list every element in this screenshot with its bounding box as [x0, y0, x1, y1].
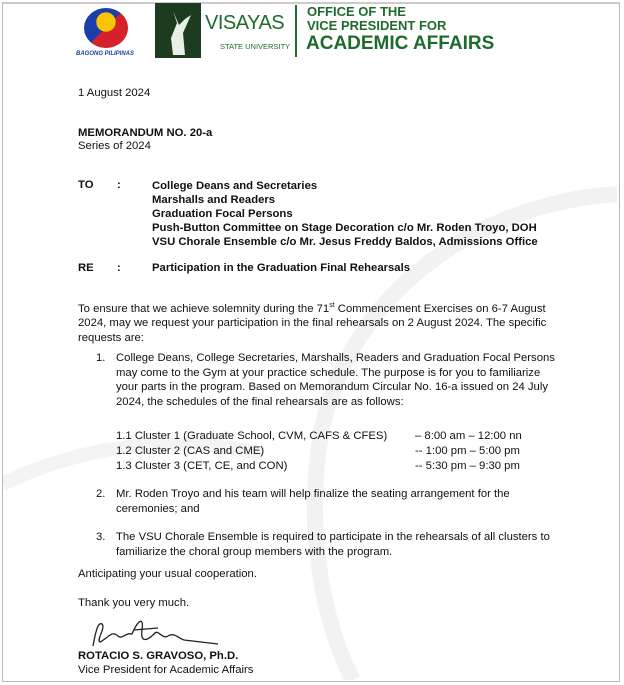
request-item-3: 3. The VSU Chorale Ensemble is required to participate in the rehearsals of all clusters to familiarize the choral group members with the program.	[96, 531, 550, 558]
item-number: 1.	[96, 352, 106, 364]
request-item-2: 2. Mr. Roden Troyo and his team will help finalize the seating arrangement for the ceremonies; and	[96, 488, 510, 515]
to-label: TO	[78, 179, 94, 191]
recipient: Graduation Focal Persons	[152, 208, 293, 220]
schedule-time: – 8:00 am – 12:00 nn	[415, 430, 522, 442]
schedule-cluster: 1.2 Cluster 2 (CAS and CME)	[116, 445, 265, 457]
schedule-cluster: 1.1 Cluster 1 (Graduate School, CVM, CAFS & CFES)	[116, 430, 388, 442]
intro-line: requests are:	[78, 331, 144, 344]
signature	[88, 610, 228, 650]
to-colon: :	[117, 179, 121, 191]
closing-line: Anticipating your usual cooperation.	[78, 568, 257, 580]
schedule-time: -- 1:00 pm – 5:00 pm	[415, 445, 520, 457]
recipient: College Deans and Secretaries	[152, 180, 318, 192]
recipient: Marshalls and Readers	[152, 194, 276, 206]
re-label: RE	[78, 262, 94, 274]
memo-series: Series of 2024	[78, 140, 151, 152]
recipient: Push-Button Committee on Stage Decoration c/o Mr. Roden Troyo, DOH	[152, 222, 537, 234]
to-recipients	[152, 179, 538, 249]
schedule-cluster: 1.3 Cluster 3 (CET, CE, and CON)	[116, 460, 288, 472]
item-number: 3.	[96, 531, 106, 543]
office-line-1: OFFICE OF THE	[307, 4, 406, 19]
vsu-logo-emblem	[155, 3, 201, 58]
header-divider	[295, 5, 297, 57]
office-line-2: VICE PRESIDENT FOR	[307, 18, 447, 33]
signatory-name: ROTACIO S. GRAVOSO, Ph.D.	[78, 650, 239, 662]
signatory-position: Vice President for Academic Affairs	[78, 664, 254, 676]
re-subject: Participation in the Graduation Final Rehearsals	[152, 262, 411, 274]
schedule-row	[116, 459, 522, 474]
memo-number: MEMORANDUM NO. 20-a	[78, 127, 213, 139]
office-line-3: ACADEMIC AFFAIRS	[306, 33, 495, 54]
schedule-row	[116, 429, 522, 444]
schedule-list	[116, 429, 522, 474]
thanks-line: Thank you very much.	[78, 597, 190, 609]
recipient: VSU Chorale Ensemble c/o Mr. Jesus Freddy Baldos, Admissions Office	[152, 236, 538, 248]
intro-paragraph	[78, 299, 546, 345]
re-colon: :	[117, 262, 121, 274]
intro-line: To ensure that we achieve solemnity during the 71st Commencement Exercises on 6-7 August	[78, 302, 546, 315]
university-subtitle: STATE UNIVERSITY	[220, 42, 291, 51]
schedule-time: -- 5:30 pm – 9:30 pm	[415, 460, 520, 472]
request-item-1: 1. College Deans, College Secretaries, Marshalls, Readers and Graduation Focal Persons may come to the Gym at your practice schedule. The purpose is for you to familiarize your parts in the program. Based on Memorandum Circular No. 16-a issued on 24 July 2024, the schedules of the final rehearsals are as follows:	[96, 352, 555, 408]
schedule-row	[116, 444, 522, 459]
university-name: VISAYAS	[205, 12, 285, 34]
intro-line: 2024, may we request your participation in the final rehearsals on 2 August 2024. The specific	[78, 317, 547, 330]
item-number: 2.	[96, 488, 106, 500]
memo-date: 1 August 2024	[78, 87, 151, 99]
